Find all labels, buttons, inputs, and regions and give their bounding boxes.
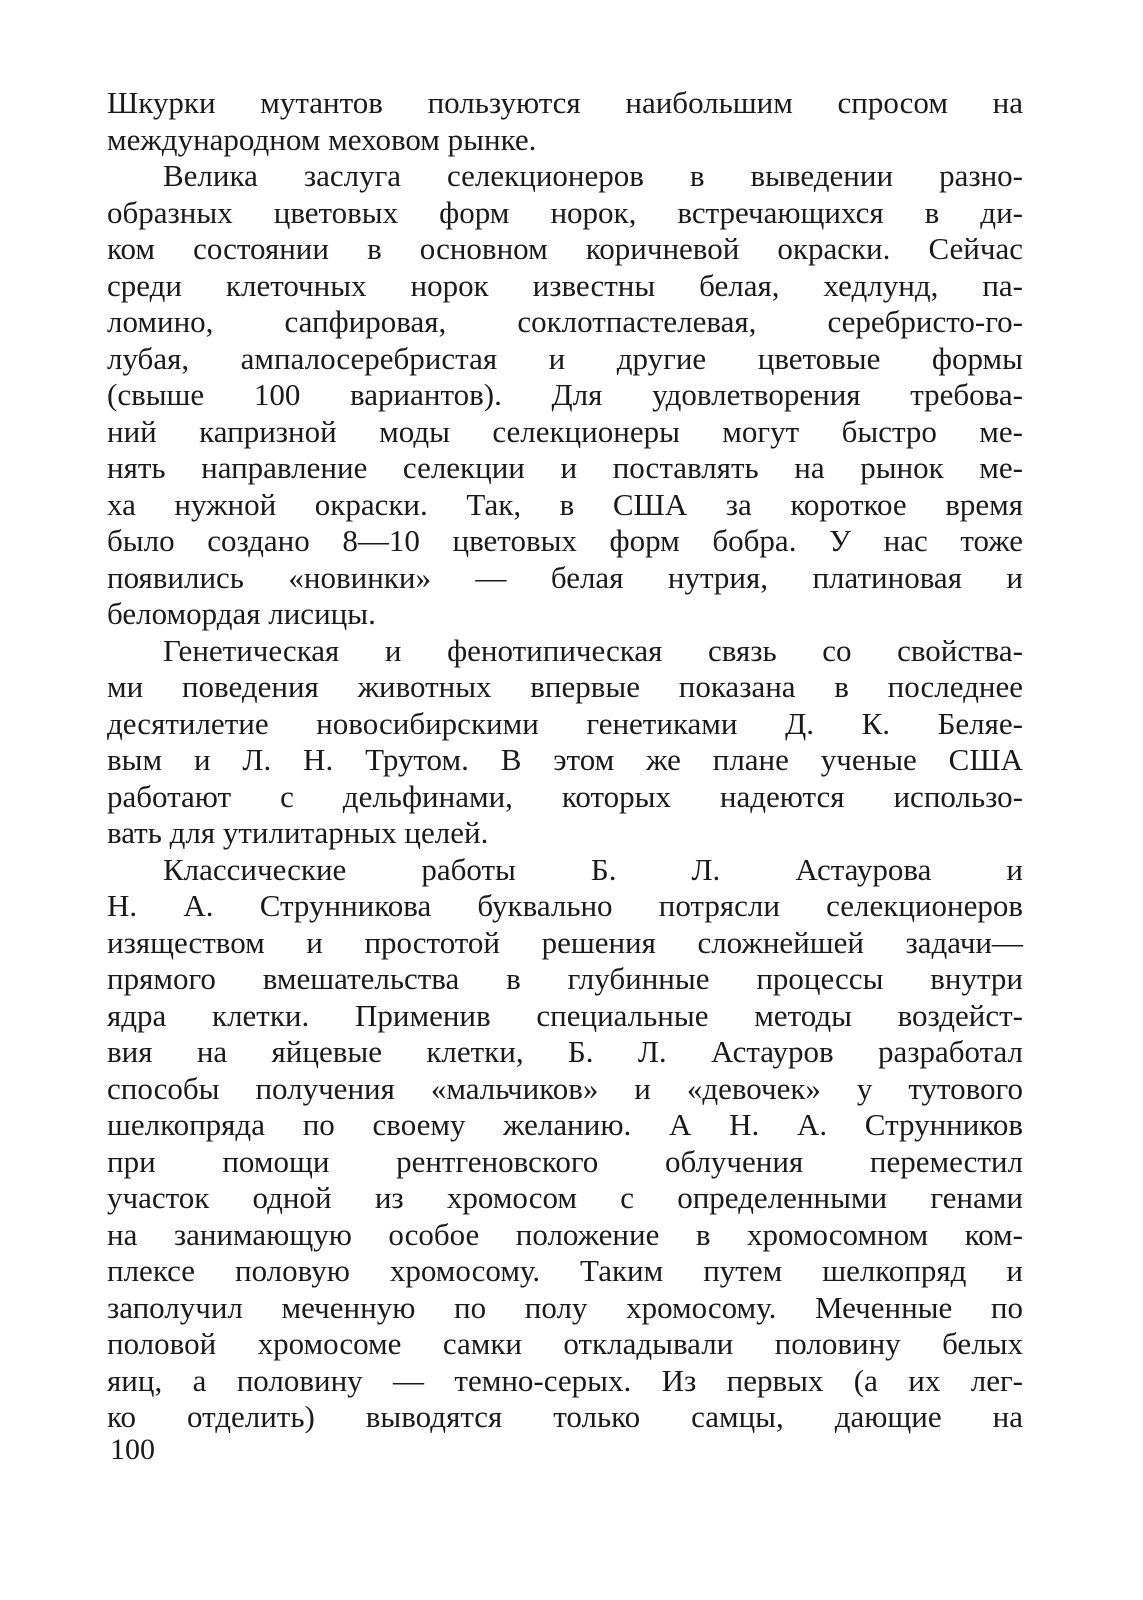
text-line: появились «новинки» — белая нутрия, платиновая и xyxy=(107,559,1023,595)
text-line: работают с дельфинами, которых надеются использо- xyxy=(107,778,1023,814)
text-line: нять направление селекции и поставлять на рынок ме- xyxy=(107,450,1023,485)
paragraph xyxy=(107,852,1023,1436)
text-line: ко отделить) выводятся только самцы, дающие на xyxy=(107,1399,1023,1434)
text-line: было создано 8—10 цветовых форм бобра. У нас тоже xyxy=(107,523,1023,558)
text-line: изяществом и простотой решения сложнейшей задачи— xyxy=(107,924,1023,960)
text-line: образных цветовых форм норок, встречающихся в ди- xyxy=(107,194,1023,230)
text-line: половой хромосоме самки откладывали половину белых xyxy=(107,1326,1023,1361)
text-line: заполучил меченную по полу хромосому. Меченные по xyxy=(107,1289,1023,1325)
text-line: прямого вмешательства в глубинные процессы внутри xyxy=(107,961,1023,996)
text-line: шелкопряда по своему желанию. А Н. А. Струнников xyxy=(107,1107,1023,1142)
text-line: вым и Л. Н. Трутом. В этом же плане ученые США xyxy=(107,742,1023,777)
text-line: ний капризной моды селекционеры могут быстро ме- xyxy=(107,413,1023,449)
text-line: международном меховом рынке. xyxy=(107,121,537,157)
paragraph xyxy=(107,158,1023,633)
text-line: яиц, а половину — темно-серых. Из первых (а их лег- xyxy=(107,1362,1023,1398)
text-line: лубая, ампалосеребристая и другие цветовые формы xyxy=(107,340,1023,376)
page-number: 100 xyxy=(110,1433,155,1466)
text-line: ком состоянии в основном коричневой окраски. Сейчас xyxy=(107,231,1023,266)
paragraph xyxy=(107,85,1023,158)
text-line: Н. А. Струнникова буквально потрясли селекционеров xyxy=(107,888,1023,923)
text-line: способы получения «мальчиков» и «девочек» у тутового xyxy=(107,1070,1023,1106)
text-line: Велика заслуга селекционеров в выведении разно- xyxy=(163,158,1023,193)
text-line: (свыше 100 вариантов). Для удовлетворения требова- xyxy=(107,377,1023,412)
text-line: Генетическая и фенотипическая связь со свойства- xyxy=(163,632,1023,668)
text-line: беломордая лисицы. xyxy=(107,596,376,631)
text-line: Шкурки мутантов пользуются наибольшим спросом на xyxy=(107,85,1023,120)
text-line: плексе половую хромосому. Таким путем шелкопряд и xyxy=(107,1253,1023,1288)
text-line: вия на яйцевые клетки, Б. Л. Астауров разработал xyxy=(107,1034,1023,1069)
text-line: при помощи рентгеновского облучения переместил xyxy=(107,1143,1023,1179)
text-line: вать для утилитарных целей. xyxy=(107,815,489,850)
text-line: участок одной из хромосом с определенными генами xyxy=(107,1180,1023,1215)
paragraph xyxy=(107,633,1023,852)
text-line: на занимающую особое положение в хромосомном ком- xyxy=(107,1216,1023,1252)
text-line: десятилетие новосибирскими генетиками Д. К. Беляе- xyxy=(107,705,1023,741)
text-line: ядра клетки. Применив специальные методы воздейст- xyxy=(107,997,1023,1033)
body-text xyxy=(107,85,1023,1436)
text-line: ми поведения животных впервые показана в последнее xyxy=(107,669,1023,704)
text-line: ломино, сапфировая, соклотпастелевая, серебристо-го- xyxy=(107,304,1023,339)
text-line: ха нужной окраски. Так, в США за короткое время xyxy=(107,486,1023,522)
text-line: среди клеточных норок известны белая, хедлунд, па- xyxy=(107,267,1023,303)
text-line: Классические работы Б. Л. Астаурова и xyxy=(163,851,1023,887)
